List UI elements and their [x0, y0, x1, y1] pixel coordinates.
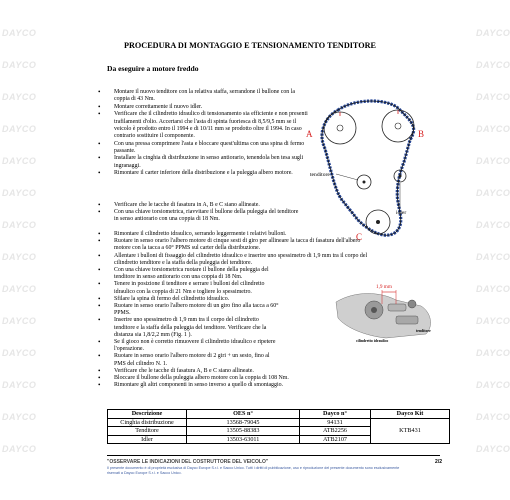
diagram-label-tenditore: tenditore — [310, 172, 330, 178]
table-header: Dayco Kit — [371, 410, 450, 419]
list-item: • Tenere in posizione il tenditore e serrare i bulloni del cilindretto idraulico con la coppia di 21 Nm e togliere lo spessimetro. — [114, 281, 279, 295]
table-cell: Tenditore — [108, 427, 187, 436]
watermark-text: DAYCO — [476, 316, 510, 326]
table-cell: 13505-88383 — [187, 427, 300, 436]
watermark-text: DAYCO — [476, 284, 510, 294]
watermark-text: DAYCO — [2, 412, 37, 422]
list-item: • Rimontare il cilindretto idraulico, serrando leggermente i relativi bulloni. — [114, 231, 376, 238]
diagram-label-idler: idler — [396, 210, 407, 216]
list-item: • Montare correttamente il nuovo idler. — [114, 104, 310, 111]
watermark-text: DAYCO — [476, 348, 510, 358]
list-item: • Con una pressa comprimere l'asta e bloccare quest'ultima con una spina di fermo passante. — [114, 141, 310, 155]
watermark-text: DAYCO — [2, 444, 37, 454]
cam-pulley-b — [382, 110, 414, 142]
watermark-text: DAYCO — [476, 60, 510, 70]
watermark-text: DAYCO — [476, 188, 510, 198]
table-cell-kit: KTB431 — [371, 418, 450, 444]
steps-list-b — [114, 202, 304, 224]
table-cell: 13568-79045 — [187, 418, 300, 427]
diagram-label-a: A — [306, 129, 313, 139]
watermark-text: DAYCO — [2, 220, 37, 230]
list-item: • Rimontare il carter inferiore della distribuzione e la puleggia albero motore. — [114, 170, 310, 177]
watermark-text: DAYCO — [476, 92, 510, 102]
list-item: • Con una chiave torsiometrica ruotare il bullone della puleggia del tenditore in senso antiorario con una coppia di 18 Nm. — [114, 267, 279, 281]
list-item: • Installare la cinghia di distribuzione in senso antiorario, tenendola ben tesa sugli ingranaggi. — [114, 155, 310, 169]
watermark-text: DAYCO — [476, 156, 510, 166]
table-cell: Cinghia distribuzione — [108, 418, 187, 427]
list-item: • Verificare che le tacche di fasatura A, B e C siano allineate. — [114, 368, 376, 375]
list-item: • Con una chiave torsiometrica, riavvitare il bullone della puleggia del tenditore in senso antiorario con una coppia di 18 Nm. — [114, 209, 304, 223]
list-item: • Sfilare la spina di fermo del cilindretto idraulico. — [114, 296, 279, 303]
table-cell: 94131 — [300, 418, 371, 427]
list-item: • Se il gioco non è corretto rimuovere il cilindretto idraulico e ripetere l'operazione. — [114, 339, 279, 353]
list-item: • Rimontare gli altri componenti in senso inverso a quello di smontaggio. — [114, 382, 376, 389]
cam-pulley-a — [324, 112, 356, 144]
tensioner-photo — [326, 282, 446, 344]
list-item: • Ruotare in senso orario l'albero motore di 2 giri + un sesto, fino al PMS del cilindro N. 1. — [114, 353, 279, 367]
watermark-text: DAYCO — [476, 252, 510, 262]
diagram-label-c: C — [356, 232, 363, 242]
footer-divider — [107, 455, 440, 456]
watermark-right — [476, 28, 510, 476]
watermark-text: DAYCO — [476, 412, 510, 422]
table-row — [108, 418, 450, 427]
watermark-text: DAYCO — [2, 156, 37, 166]
page-number: 2/2 — [435, 459, 442, 465]
watermark-text: DAYCO — [476, 380, 510, 390]
watermark-text: DAYCO — [476, 220, 510, 230]
watermark-left — [2, 28, 37, 476]
list-item: • Verificare che le tacche di fasatura in A, B e C siano allineate. — [114, 202, 304, 209]
watermark-text: DAYCO — [2, 60, 37, 70]
diagram-label-b: B — [418, 129, 425, 139]
list-item: • Ruotare in senso orario l'albero motore di un giro fino alla tacca a 60° PPMS. — [114, 303, 279, 317]
watermark-text: DAYCO — [2, 124, 37, 134]
watermark-text: DAYCO — [2, 348, 37, 358]
list-item: • Verificare che il cilindretto idraulico di tensionamento sia efficiente e non presenti trafilamenti d'olio. Accertarsi che l'asta di spinta fuoriesca di 8,5/9,5 mm se il veicolo è prodotto entro il 1994 e di 10/11 mm se prodotto oltre il 1994. In caso contrario sostituire il componente. — [114, 111, 310, 140]
list-item: • Montare il nuovo tenditore con la relativa staffa, serrandone il bullone con la coppia di 43 Nm. — [114, 89, 310, 103]
photo-measure-label: 1,9 mm — [376, 284, 392, 290]
watermark-text: DAYCO — [2, 252, 37, 262]
list-item: • Ruotare in senso orario l'albero motore di cinque sesti di giro per allineare la tacca di fasatura dell'albero motore con la tacca a 60° PPMS sul carter della distribuzione. — [114, 238, 376, 252]
watermark-text: DAYCO — [2, 316, 37, 326]
watermark-text: DAYCO — [2, 188, 37, 198]
table-header: Dayco n° — [300, 410, 371, 419]
list-item: • Bloccare il bullone della puleggia albero motore con la coppia di 108 Nm. — [114, 375, 376, 382]
photo-label-cilindretto: cilindretto idraulico — [356, 339, 389, 343]
timing-belt-diagram — [300, 92, 430, 252]
photo-label-tenditore: tenditore — [416, 329, 431, 333]
watermark-text: DAYCO — [2, 380, 37, 390]
page-title: PROCEDURA DI MONTAGGIO E TENSIONAMENTO TENDITORE — [124, 41, 376, 50]
watermark-text: DAYCO — [2, 92, 37, 102]
watermark-text: DAYCO — [2, 284, 37, 294]
table-header: Descrizione — [108, 410, 187, 419]
watermark-text: DAYCO — [476, 444, 510, 454]
watermark-text: DAYCO — [476, 124, 510, 134]
footer-quote: "OSSERVARE LE INDICAZIONI DEL COSTRUTTORE DEL VEICOLO" — [107, 459, 269, 465]
steps-list-a — [114, 89, 310, 178]
table-cell: 13503-63011 — [187, 435, 300, 444]
watermark-text: DAYCO — [2, 28, 37, 38]
section-subtitle: Da eseguire a motore freddo — [107, 64, 199, 73]
table-cell: Idler — [108, 435, 187, 444]
table-header-row — [108, 410, 450, 419]
list-item: • Inserire uno spessimetro di 1,9 mm tra il corpo del cilindretto tenditore e la staffa della puleggia del tenditore. Verificare che la distanza sia 1,8/2,2 mm (Fig. 1 ). — [114, 317, 279, 339]
list-item: • Allentare i bulloni di fissaggio del cilindretto idraulico e inserire uno spessimetro di 1,9 mm tra il corpo del cilindretto tenditore e la staffa della puleggia del tenditore. — [114, 253, 376, 267]
table-cell: ATB2256 — [300, 427, 371, 436]
footer-legal: Il presente documento è di proprietà esclusiva di Dayco Europe S.r.l. e Sacco Unico. Tutti i diritti di pubblicazione, uso e riproduzione del presente documento sono esclusivamente riservati a Dayco Europe S.r.l. e Sacco Unico. — [107, 466, 400, 475]
parts-table — [107, 409, 450, 444]
watermark-text: DAYCO — [476, 28, 510, 38]
table-cell: ATB2107 — [300, 435, 371, 444]
table-header: OES n° — [187, 410, 300, 419]
